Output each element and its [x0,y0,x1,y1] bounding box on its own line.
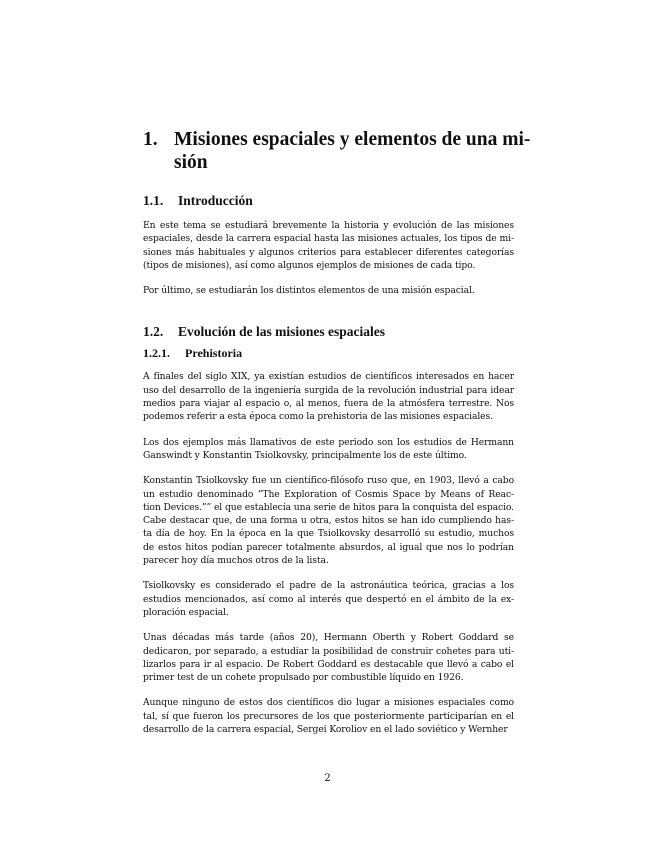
text-line: (tipos de misiones), así como algunos ejemplos de misiones de cada tipo. [143,259,476,271]
text-line: Ganswindt y Konstantin Tsiolkovsky, principalmente los de este último. [143,449,467,461]
section-number: 1.1. [143,193,164,208]
text-line: siones más habituales y algunos criterios para establecer diferentes categorías [143,246,514,258]
section-title: Introducción [178,193,253,208]
text-line: Por último, se estudiarán los distintos elementos de una misión espacial. [143,285,475,297]
paragraph [143,579,514,619]
text-line: Konstantin Tsiolkovsky fue un científico-filósofo ruso que, en 1903, llevó a cabo [143,475,514,487]
text-line: A finales del siglo XIX, ya existían estudios de científicos interesados en hacer [143,371,514,383]
text-line: un estudio denominado ”The Exploration of Cosmis Space by Means of Reac- [143,488,514,500]
text-line: tion Devices.”” el que establecía una serie de hitos para la conquista del espacio. [143,501,514,513]
text-line: dedicaron, por separado, a estudiar la posibilidad de construir cohetes para uti- [143,645,514,657]
subsection-title: Prehistoria [185,346,243,361]
subsection-heading-prehistoria [143,346,514,361]
text-line: podemos referir a esta época como la prehistoria de las misiones espaciales. [143,411,493,423]
chapter-title-line: Misiones espaciales y elementos de una mi- [174,129,531,150]
paragraph [143,474,514,567]
intro-body [143,219,514,297]
paragraph [143,436,514,463]
subsection-number: 1.2.1. [143,346,170,361]
section-number: 1.2. [143,324,164,340]
text-line: espaciales, desde la carrera espacial hasta las misiones actuales, los tipos de mi- [143,233,514,245]
section-heading-evolucion [143,324,514,340]
chapter-title-line: sión [174,152,208,173]
text-line: medios para viajar al espacio o, al menos, fuera de la atmósfera terrestre. Nos [143,398,514,410]
chapter-heading [143,128,531,174]
paragraph [143,284,514,297]
text-line: parecer hoy día muchos otros de la lista. [143,555,329,567]
chapter-number: 1. [143,129,158,150]
paragraph [143,631,514,684]
text-line: Unas décadas más tarde (años 20), Hermann Oberth y Robert Goddard se [143,632,514,644]
page-number: 2 [324,773,331,784]
text-line: En este tema se estudiará brevemente la historia y evolución de las misiones [143,220,514,231]
paragraph [143,696,514,736]
section-title: Evolución de las misiones espaciales [178,324,386,340]
text-line: Los dos ejemplos más llamativos de este periodo son los estudios de Hermann [143,436,514,448]
text-line: de estos hitos podían parecer totalmente absurdos, al igual que nos lo podrían [143,541,514,553]
text-line: desarrollo de la carrera espacial, Sergei Koroliov en el lado soviético y Wernher [143,724,508,736]
text-line: Aunque ninguno de estos dos científicos dio lugar a misiones espaciales como [143,697,514,709]
text-line: uso del desarrollo de la ingeniería surgida de la revolución industrial para idear [143,384,514,396]
text-line: ta día de hoy. En la época en la que Tsiolkovsky desarrolló su estudio, muchos [143,528,514,540]
text-line: primer test de un cohete propulsado por combustible líquido en 1926. [143,672,464,684]
text-line: Tsiolkovsky es considerado el padre de la astronáutica teórica, gracias a los [143,580,514,592]
text-line: Cabe destacar que, de una forma u otra, estos hitos se han ido cumpliendo has- [143,515,514,527]
text-line: lizarlos para ir al espacio. De Robert Goddard es destacable que llevó a cabo el [143,658,514,670]
section-heading-introduccion [143,193,514,209]
paragraph [143,219,514,272]
text-line: tal, sí que fueron los precursores de los que posteriormente participarían en el [143,710,514,722]
text-line: estudios mencionados, así como al interés que despertó en el ámbito de la ex- [143,593,514,605]
prehistory-body [143,370,514,736]
page-content [143,128,531,736]
paragraph [143,370,514,423]
text-line: ploración espacial. [143,606,229,618]
